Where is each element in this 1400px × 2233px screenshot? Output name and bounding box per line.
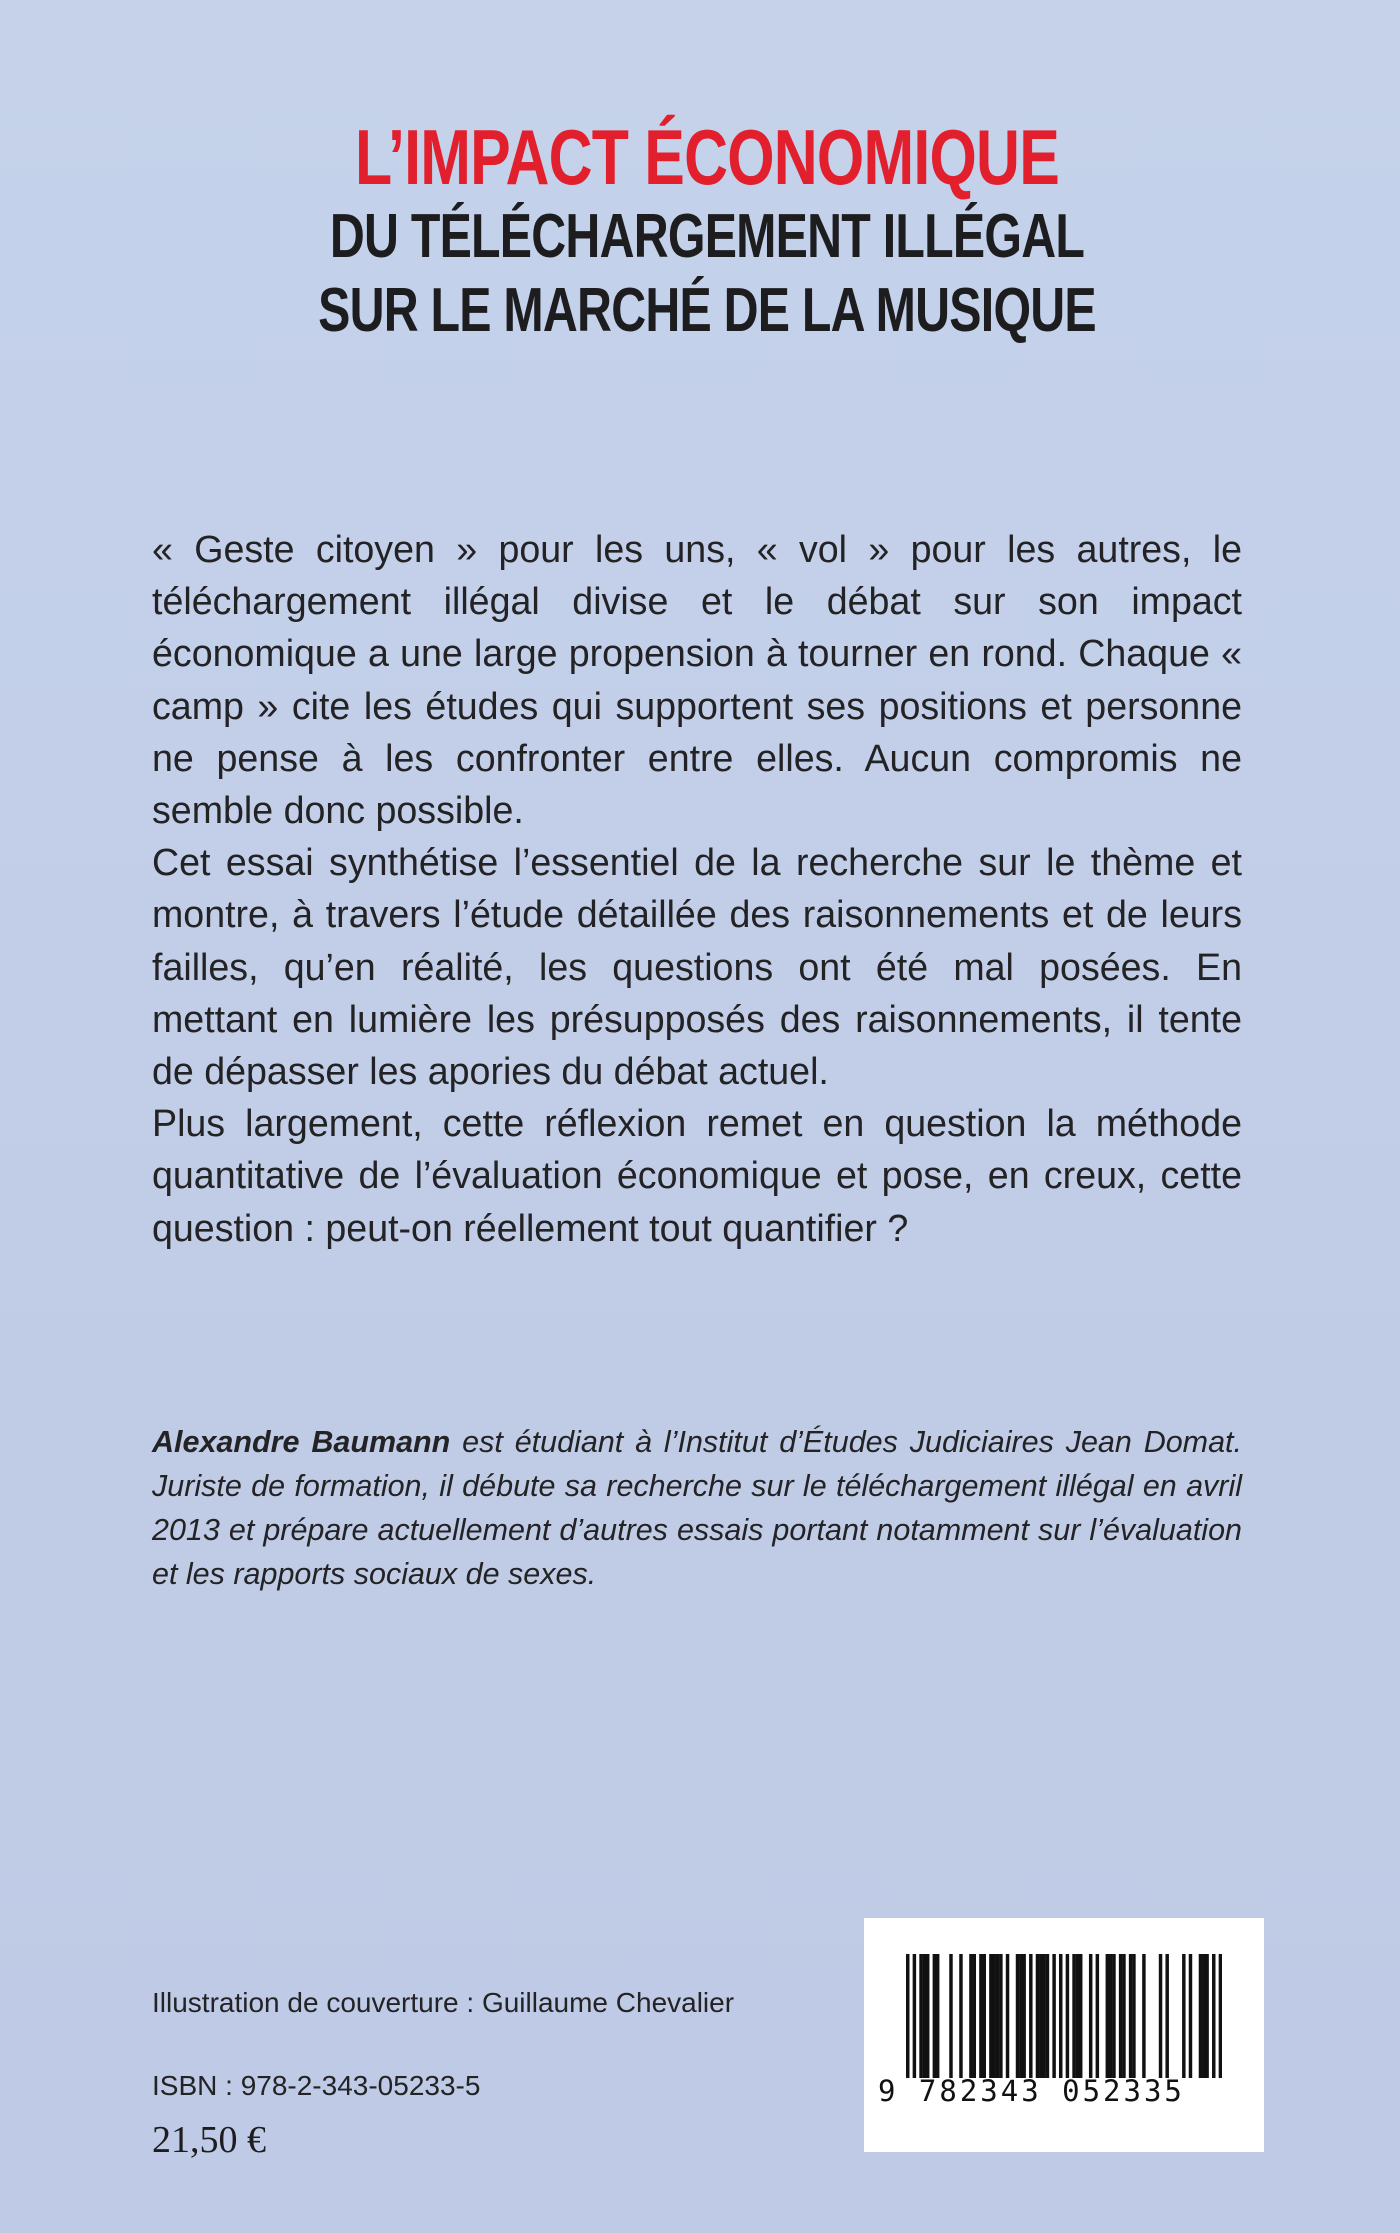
barcode <box>864 1918 1264 2152</box>
barcode-bar <box>1142 1954 1145 2078</box>
barcode-bar <box>1039 1954 1042 2078</box>
summary-paragraph-2: Cet essai synthétise l’essentiel de la recherche sur le thème et montre, à travers l’étude détaillée des raisonnements et de leurs failles, qu’en réalité, les questions ont été mal posées. En mettant en lumière les présupposés des raisonnements, il tente de dépasser les apories du débat actuel. <box>152 841 1242 1093</box>
book-title <box>0 113 1400 345</box>
barcode-bar <box>926 1954 929 2078</box>
barcode-bar <box>1079 1954 1082 2078</box>
barcode-bar <box>1205 1954 1208 2078</box>
barcode-bar <box>1042 1954 1045 2078</box>
barcode-bar <box>1119 1954 1122 2078</box>
author-name: Alexandre Baumann <box>152 1425 451 1459</box>
barcode-bar <box>1159 1954 1162 2078</box>
barcode-bar <box>1109 1954 1112 2078</box>
barcode-bar <box>1202 1954 1205 2078</box>
isbn: ISBN : 978-2-343-05233-5 <box>152 2070 481 2101</box>
barcode-bars <box>906 1954 1222 2078</box>
barcode-bar <box>923 1954 926 2078</box>
barcode-bar <box>996 1954 999 2078</box>
barcode-bar <box>1089 1954 1092 2078</box>
author-bio-text: est étudiant à l’Institut d’Études Judiciaires Jean Domat. Juriste de formation, il débute sa recherche sur le téléchargement illégal en avril 2013 et prépare actuellement d’autres essais portant notamment sur l’évaluation et les rapports sociaux de sexes. <box>152 1425 1242 1591</box>
title-line-2: DU TÉLÉCHARGEMENT ILLÉGAL <box>329 202 1085 271</box>
barcode-bar <box>973 1954 976 2078</box>
title-line-1: L’IMPACT ÉCONOMIQUE <box>354 113 1059 201</box>
barcode-bar <box>989 1954 992 2078</box>
barcode-bar <box>1122 1954 1125 2078</box>
barcode-bar <box>1006 1954 1009 2078</box>
barcode-bar <box>1182 1954 1185 2078</box>
barcode-bar <box>1059 1954 1062 2078</box>
barcode-bar <box>913 1954 916 2078</box>
barcode-bar <box>1036 1954 1039 2078</box>
author-bio <box>152 1420 1242 1596</box>
barcode-bar <box>933 1954 936 2078</box>
price: 21,50 € <box>152 2119 266 2161</box>
barcode-bar <box>906 1954 909 2078</box>
barcode-bar <box>959 1954 962 2078</box>
barcode-bar <box>1129 1954 1132 2078</box>
barcode-bar <box>936 1954 939 2078</box>
title-line-3: SUR LE MARCHÉ DE LA MUSIQUE <box>318 276 1096 345</box>
summary-paragraph-1: « Geste citoyen » pour les uns, « vol » pour les autres, le téléchargement illégal divise et le débat sur son impact économique a une large propension à tourner en rond. Chaque « camp » cite les études qui supportent ses positions et personne ne pense à les confronter entre elles. Aucun compromis ne semble donc possible. <box>152 528 1242 832</box>
back-cover-summary <box>152 523 1242 1254</box>
barcode-bar <box>979 1954 982 2078</box>
barcode-bar <box>1212 1954 1215 2078</box>
barcode-bar <box>1112 1954 1115 2078</box>
barcode-bar <box>999 1954 1002 2078</box>
barcode-bar <box>1029 1954 1032 2078</box>
barcode-bar <box>1165 1954 1168 2078</box>
barcode-bar <box>992 1954 995 2078</box>
summary-paragraph-3: Plus largement, cette réflexion remet en question la méthode quantitative de l’évaluation économique et pose, en creux, cette question : peut-on réellement tout quantifier ? <box>152 1102 1242 1249</box>
barcode-bar <box>1189 1954 1192 2078</box>
barcode-bar <box>1106 1954 1109 2078</box>
barcode-bar <box>1066 1954 1069 2078</box>
barcode-bar <box>1052 1954 1055 2078</box>
barcode-bar <box>1219 1954 1222 2078</box>
barcode-bar <box>1016 1954 1019 2078</box>
barcode-bar <box>1046 1954 1049 2078</box>
barcode-bar <box>1022 1954 1025 2078</box>
barcode-bar <box>1132 1954 1135 2078</box>
barcode-bar <box>1072 1954 1075 2078</box>
barcode-bar <box>1019 1954 1022 2078</box>
barcode-bar <box>919 1954 922 2078</box>
barcode-bar <box>969 1954 972 2078</box>
barcode-bar <box>1096 1954 1099 2078</box>
barcode-digits: 9 782343 052335 <box>878 2074 1185 2108</box>
cover-illustration-credit: Illustration de couverture : Guillaume Chevalier <box>152 1987 735 2018</box>
barcode-bar <box>983 1954 986 2078</box>
barcode-bar <box>1199 1954 1202 2078</box>
barcode-bar <box>1076 1954 1079 2078</box>
barcode-bar <box>949 1954 952 2078</box>
